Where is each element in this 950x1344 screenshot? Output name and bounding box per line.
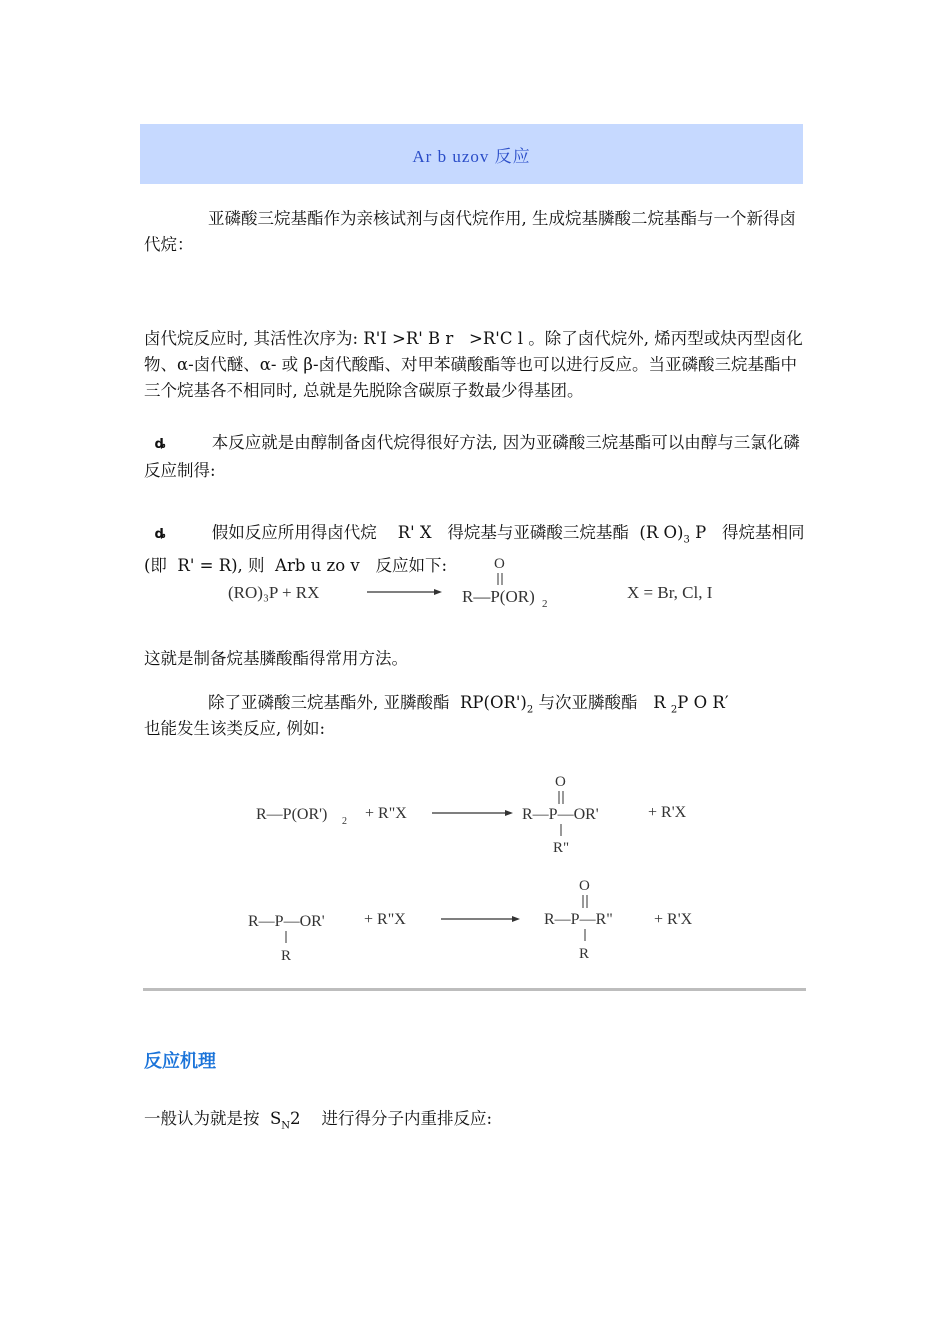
equation-product: R—P(OR) <box>462 587 535 606</box>
mechanism-text-a: 一般认为就是按 S <box>144 1109 282 1128</box>
equation-plus-reagent: + R"X <box>364 911 406 928</box>
equation-product: R—P—R" <box>544 911 613 928</box>
equation-reactant: R—P—OR' <box>248 913 325 930</box>
subscript: 2 <box>542 598 548 610</box>
bullet-marker: ȡ <box>154 527 166 542</box>
oxo-label: O <box>494 556 505 572</box>
same-alkyl-text-a: 假如反应所用得卤代烷 R' X 得烷基与亚磷酸三烷基酯 (R O) <box>211 523 684 542</box>
equation-product: R—P—OR' <box>522 806 599 823</box>
title-banner <box>140 124 803 184</box>
oxo-label: O <box>579 878 590 894</box>
activity-paragraph: 卤代烷反应时, 其活性次序为: R'I >R' B r >R'C l 。除了卤代烷外, 烯丙型或炔丙型卤化物、α-卤代醚、α- 或 β-卤代酸酯、对甲苯磺酸酯等也可以进行反应。当亚磷酸三烷基酯中三个烷基各不相同时, 总就是先脱除含碳原子数最少得基团。 <box>144 329 803 400</box>
oxo-label: O <box>555 774 566 790</box>
mechanism-text-b: 2 进行得分子内重排反应: <box>290 1109 493 1128</box>
section-heading: 反应机理 <box>144 1051 216 1072</box>
common-method-paragraph: 这就是制备烷基膦酸酯得常用方法。 <box>144 649 408 668</box>
subscript: 2 <box>526 704 534 716</box>
page-title: Ar b uzov 反应 <box>412 146 531 166</box>
method-paragraph <box>144 404 810 484</box>
other-text-b: 与次亚膦酸酯 R <box>533 693 671 712</box>
equation-reactant: R—P(OR') <box>256 806 328 823</box>
other-text-a: 除了亚磷酸三烷基酯外, 亚膦酸酯 RP(OR') <box>208 693 527 712</box>
equation-byproduct: + R'X <box>648 804 687 821</box>
equation-note: X = Br, Cl, I <box>627 583 713 602</box>
other-text-c: P O R′ <box>677 693 729 712</box>
equation-byproduct: + R'X <box>654 911 693 928</box>
subscript: 2 <box>342 816 347 827</box>
section-divider <box>143 988 806 991</box>
equation-phosphonite <box>250 770 720 864</box>
subscript: 2 <box>670 704 678 716</box>
other-reagents-line2: 也能发生该类反应, 例如: <box>144 719 326 738</box>
arrow-head <box>512 916 520 922</box>
equation-reactants: (RO)₃P + RX <box>228 583 320 602</box>
mechanism-paragraph <box>144 1106 810 1139</box>
equation-arbuzov <box>222 552 742 616</box>
intro-paragraph: 亚磷酸三烷基酯作为亲核试剂与卤代烷作用, 生成烷基膦酸二烷基酯与一个新得卤代烷： <box>144 209 796 254</box>
product-substituent: R" <box>553 840 570 856</box>
method-text: 本反应就是由醇制备卤代烷得很好方法, 因为亚磷酸三烷基酯可以由醇与三氯化磷反应制得: <box>144 433 800 480</box>
same-alkyl-text-b: P 得烷基相同(即 R' = R), 则 Arb u zo v 反应如下: <box>144 523 805 576</box>
subscript: N <box>281 1120 291 1132</box>
product-substituent: R <box>579 946 590 962</box>
reactant-substituent: R <box>281 948 292 964</box>
arrow-head <box>505 810 513 816</box>
equation-plus-reagent: + R"X <box>365 805 407 822</box>
arrow-head <box>434 589 442 595</box>
subscript: 3 <box>683 534 690 546</box>
bullet-marker: ȡ <box>154 437 166 452</box>
equation-phosphinite <box>244 874 724 973</box>
